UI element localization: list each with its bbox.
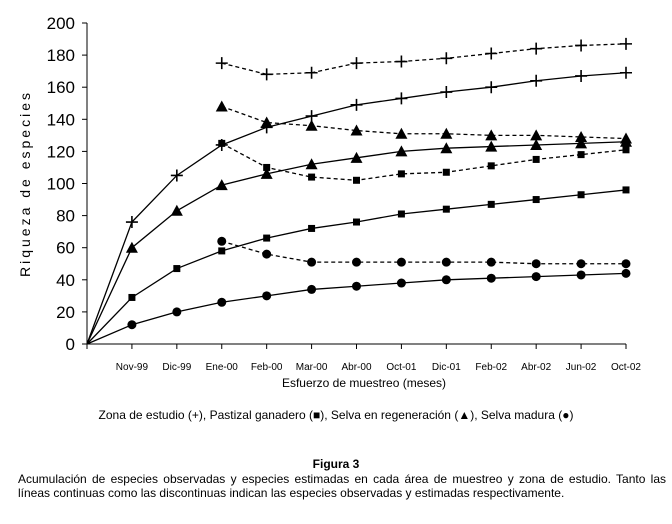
data-point-circle [397, 279, 406, 288]
data-point-circle [397, 258, 406, 267]
x-tick-label: Dic-99 [162, 362, 192, 373]
estimated-series-line [222, 241, 626, 263]
data-point-plus [440, 86, 452, 98]
data-point-triangle [306, 120, 318, 131]
observed-series-line [87, 142, 626, 344]
data-point-plus [395, 92, 407, 104]
data-point-plus [351, 57, 363, 69]
x-tick-label: Mar-00 [295, 362, 328, 373]
data-point-triangle [171, 205, 183, 216]
data-point-square [263, 235, 270, 242]
data-point-circle [217, 237, 226, 246]
data-point-circle [307, 258, 316, 267]
data-point-plus [440, 52, 452, 64]
data-point-circle [532, 272, 541, 281]
data-point-plus [485, 47, 497, 59]
observed-series-line [87, 190, 626, 344]
data-point-plus [620, 67, 632, 79]
data-point-triangle [261, 117, 273, 128]
data-point-square [218, 140, 225, 147]
data-point-plus [530, 43, 542, 55]
data-point-circle [262, 291, 271, 300]
data-point-square [398, 210, 405, 217]
data-point-plus [306, 67, 318, 79]
y-tick-label: 180 [46, 46, 75, 66]
data-point-triangle [216, 100, 228, 111]
chart-legend: Zona de estudio (+), Pastizal ganadero (■), Selva en regeneración (▲), Selva madura (●) [98, 408, 574, 422]
figure-label: Figura 3 [312, 457, 360, 471]
y-tick-label: 160 [46, 78, 75, 98]
data-point-square [173, 265, 180, 272]
data-point-plus [620, 38, 632, 50]
x-tick-label: Nov-99 [115, 362, 149, 373]
data-point-circle [352, 258, 361, 267]
x-tick-label: Jun-02 [565, 362, 597, 373]
data-point-circle [442, 275, 451, 284]
data-point-plus [261, 68, 273, 80]
data-point-square [353, 219, 360, 226]
data-point-plus [485, 81, 497, 93]
estimated-series-line [222, 44, 626, 74]
data-point-square [308, 225, 315, 232]
data-point-square [218, 247, 225, 254]
x-axis-title: Esfuerzo de muestreo (meses) [281, 376, 447, 390]
data-point-square [533, 196, 540, 203]
data-point-square [443, 169, 450, 176]
data-point-circle [217, 298, 226, 307]
y-tick-label: 0 [65, 335, 75, 354]
y-tick-label: 100 [46, 174, 75, 194]
data-point-circle [532, 259, 541, 268]
data-point-square [443, 206, 450, 213]
data-point-plus [530, 75, 542, 87]
data-point-circle [307, 285, 316, 294]
data-point-square [578, 151, 585, 158]
x-tick-label: Oct-02 [610, 362, 642, 373]
data-point-square [263, 164, 270, 171]
data-point-circle [352, 282, 361, 291]
estimated-series-line [222, 106, 626, 138]
y-axis-title: Riqueza de especies [17, 90, 33, 277]
data-point-plus [351, 99, 363, 111]
data-point-circle [577, 259, 586, 268]
data-point-triangle [126, 242, 138, 253]
x-tick-label: Abr-00 [341, 362, 372, 373]
x-tick-label: Feb-02 [475, 362, 508, 373]
y-tick-label: 200 [46, 14, 75, 33]
data-point-circle [172, 307, 181, 316]
data-point-square [308, 174, 315, 181]
x-tick-label: Oct-01 [386, 362, 417, 373]
data-point-square [398, 170, 405, 177]
data-point-square [488, 201, 495, 208]
data-point-circle [127, 320, 136, 329]
data-point-circle [622, 259, 631, 268]
observed-series-line [87, 73, 626, 344]
data-point-plus [216, 57, 228, 69]
y-tick-label: 120 [46, 142, 75, 162]
data-point-plus [575, 39, 587, 51]
data-point-circle [262, 250, 271, 259]
data-point-circle [622, 269, 631, 278]
data-point-circle [577, 270, 586, 279]
data-point-square [623, 186, 630, 193]
data-point-square [578, 191, 585, 198]
data-point-plus [395, 56, 407, 68]
y-tick-label: 20 [56, 302, 75, 322]
data-point-plus [575, 70, 587, 82]
y-tick-label: 140 [46, 110, 75, 130]
y-tick-label: 60 [56, 238, 75, 258]
estimated-series-line [222, 143, 626, 180]
data-point-circle [442, 258, 451, 267]
figure-caption: Acumulación de especies observadas y especies estimadas en cada área de muestreo y zona de estudio. Tanto las líneas continuas como las discontinuas indican las especies observadas y estimadas respectivamente. [18, 472, 666, 500]
y-tick-label: 80 [56, 206, 75, 226]
data-point-square [488, 162, 495, 169]
data-point-square [128, 294, 135, 301]
data-point-circle [487, 258, 496, 267]
data-point-square [623, 146, 630, 153]
x-tick-label: Dic-01 [431, 362, 461, 373]
x-tick-label: Abr-02 [521, 362, 552, 373]
data-point-triangle [530, 129, 542, 140]
y-tick-label: 40 [56, 270, 75, 290]
data-point-square [353, 177, 360, 184]
data-point-square [533, 156, 540, 163]
data-point-circle [487, 274, 496, 283]
x-tick-label: Ene-00 [205, 362, 238, 373]
data-point-triangle [620, 133, 632, 144]
x-tick-label: Feb-00 [250, 362, 283, 373]
